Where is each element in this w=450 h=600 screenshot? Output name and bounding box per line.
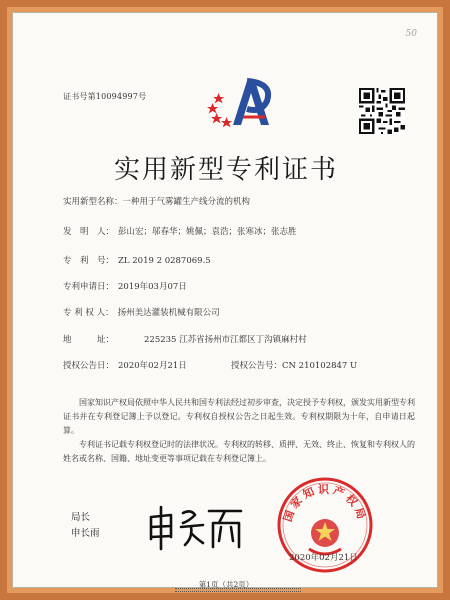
field-label: 授权公告号： (231, 361, 283, 371)
field-label: 授权公告日： (63, 361, 115, 371)
seal-date: 2020年02月21日 (289, 553, 358, 563)
field-label: 实用新型名称： (63, 197, 123, 207)
qr-code-icon (359, 88, 405, 134)
director-signature (145, 503, 245, 551)
field-label: 专 利 权 人： (63, 308, 114, 318)
field-label: 地 址： (63, 335, 115, 345)
director-title: 局长 (71, 512, 91, 523)
cnipa-logo-icon (203, 73, 275, 131)
body-paragraph: 国家知识产权局依照中华人民共和国专利法经过初步审查，决定授予专利权，颁发实用新型专利证书并在专利登记簿上予以登记。专利权自授权公告之日起生效。专利权期限为十年，自申请日起算。 (63, 398, 415, 435)
pencil-note: 50 (405, 29, 417, 39)
field-value: 一种用于气雾罐生产线分流的机构 (122, 197, 251, 207)
filing-date-row (63, 280, 187, 292)
field-label: 专 利 号： (63, 256, 115, 266)
field-value: 2019年03月07日 (118, 282, 187, 292)
field-value: 扬州美达灌装机械有限公司 (117, 308, 220, 318)
body-paragraph: 专利证书记载专利权登记时的法律状况。专利权的转移、质押、无效、终止、恢复和专利权人的姓名或名称、国籍、地址变更等事项记载在专利登记簿上。 (63, 440, 415, 463)
inventor-row (63, 225, 297, 237)
svg-text:国家知识产权局 (280, 482, 369, 523)
director-name: 申长雨 (71, 528, 100, 539)
field-value: ZL 2019 2 0287069.5 (118, 256, 211, 266)
field-value: CN 210102847 U (282, 361, 358, 371)
utility-model-name-row (63, 195, 250, 207)
patent-holder-row (63, 306, 220, 318)
field-value: 2020年02月21日 (118, 361, 187, 371)
seal-text: 国家知识产权局 (281, 483, 369, 524)
field-value: 彭山宏；邬春华；姚佩；袁浩；张寒冰；张志胜 (118, 227, 297, 237)
page-indicator: 第1页（共2页） (198, 580, 254, 589)
grant-date-row (63, 359, 187, 371)
certificate-title: 实用新型专利证书 (113, 155, 338, 185)
address-row (63, 333, 307, 345)
grant-number-row (231, 359, 357, 371)
footer-divider (175, 588, 301, 592)
certificate-paper (12, 12, 438, 588)
certificate-number: 证书号第10094997号 (63, 92, 147, 101)
patent-number-row (63, 254, 211, 266)
field-label: 发 明 人： (63, 227, 115, 237)
field-value: 225235 江苏省扬州市江都区丁沟镇麻村村 (144, 335, 307, 345)
certificate-body-text (63, 396, 415, 466)
field-label: 专利申请日： (63, 282, 115, 292)
